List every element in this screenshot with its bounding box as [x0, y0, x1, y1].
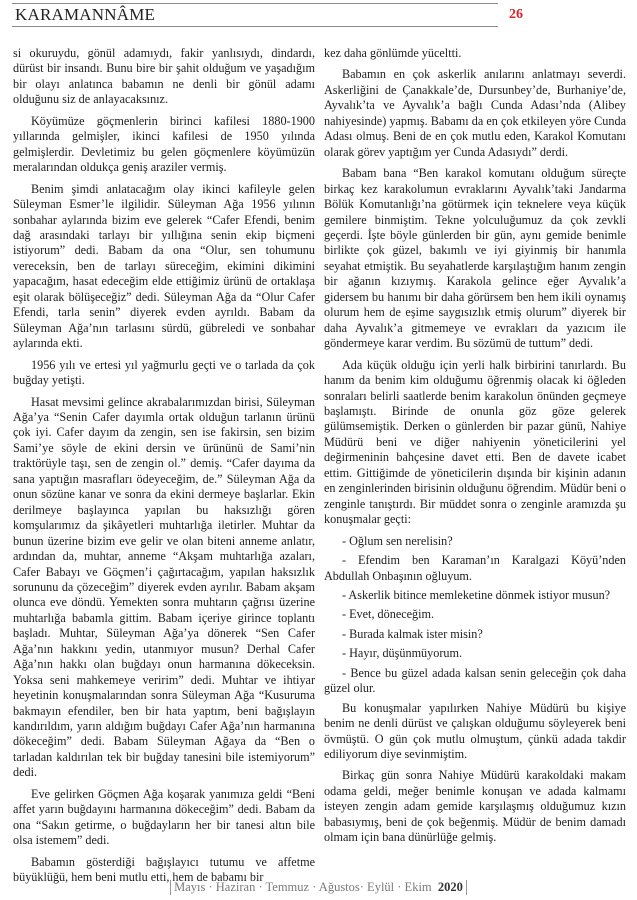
paragraph: Benim şimdi anlatacağım olay ikinci kafileyle gelen Süleyman Esmer’le ilgilidir. Süleyman Ağa 1956 yılının sonbahar aylarında bizim eve gelerek “Cafer Efendi, benim dağ arasındaki tarlayı bir yıllığına senin ekip biçmeni istiyorum” dedi. Babam da ona “Olur, sen tohumunu vereceksin, ben de tarlayı süreceğim, ekimini dikimini yapacağım, hasat edeceğim elde ettiğimiz ürünü de ortaklaşa eşit olarak bölüşeceğiz” dedi. Süleyman Ağa da “Olur Cafer Efendi, tarla senin” diyerek evden ayrıldı. Babam da Süleyman Ağa’nın tarlasını sürdü, gübreledi ve sonbahar aylarında ekti. [13, 181, 315, 351]
paragraph: Babam bana “Ben karakol komutanı olduğum süreçte birkaç kez karakolumun evraklarını Ayvalık’taki Jandarma Bölük Komutanlığı’na götürmek için teknelere veya küçük gemilere binmiştim. Tekne yolculuğumuz da çok zevkli geçerdi. İşte böyle günlerden bir gün, aynı gemide benimle birlikte çok güzel, bakımlı ve iyi giyinmiş bir hanımla seyahat etmiştik. Bu seyahatlerde karşılaştığım hanım zengin bir ağanın kızıymış. Karakola gelince eğer Ayvalık’a gidersem bu hanımı bir daha görürsem ben hem ikili oynamış olurum hem de eşime saygısızlık etmiş olurum” diyerek bir daha Ayvalık’a gitmemeye ve evrakları da yazıcım ile göndermeye karar verdim. Bu sözümü de tuttum” dedi. [324, 166, 626, 351]
dialog-line: - Evet, döneceğim. [342, 607, 435, 622]
paragraph: Eve gelirken Göçmen Ağa koşarak yanımıza geldi “Beni affet yarın buğdayını harmanına dökeceğim” dedi. Babam da ona “Sakın getirme, o buğdayların her bir tanesi altın bile olsa istemem” dedi. [13, 786, 315, 848]
paragraph: Babamın gösterdiği bağışlayıcı tutumu ve affetme büyüklüğü, hem beni mutlu etti, hem de babamı bir [13, 854, 315, 885]
paragraph: si okuruydu, gönül adamıydı, fakir yanlısıydı, dindardı, dürüst bir insandı. Bunu bire bir şahit olduğum ve yaşadığım bir olayı anlatınca babamın ne denli bir gönül adamı olduğunu siz de anlayacaksınız. [13, 46, 315, 107]
dialog-line: - Hayır, düşünmüyorum. [342, 646, 463, 661]
issue-date [170, 880, 467, 895]
paragraph: 1956 yılı ve ertesi yıl yağmurlu geçti ve o tarlada da çok buğday yetişti. [13, 357, 315, 388]
paragraph: Babamın en çok askerlik anılarını anlatmayı severdi. Askerliğini de Çanakkale’de, Dursunbey’de, Burhaniye’de, Ayvalık’ta ve Ayvalık’a bağlı Cunda Adası’nda (Alibey nahiyesinde) yapmış. Babamı da en çok etkileyen yöre Cunda Adası olmuş. Beni de en çok mutlu eden, Karakol Komutanı olarak görev yaptığım yer Cunda Adasıydı” derdi. [324, 67, 626, 159]
dialog-line: - Oğlum sen nerelisin? [342, 533, 453, 548]
paragraph: Birkaç gün sonra Nahiye Müdürü karakoldaki makam odama geldi, meğer benimle konuşan ve adada kalmamı isteyen zengin adam gemide karşılaşmış olduğumuz kızın babasıymış, beni de çok beğenmiş. Müdür de benim damadı olmam için bana dünürlüğe gelmiş. [324, 768, 626, 845]
running-header [12, 3, 523, 27]
issue-months: Mayıs · Haziran · Temmuz · Ağustos· Eylül · Ekim [174, 880, 432, 894]
paragraph: Ada küçük olduğu için yerli halk birbirini tanırlardı. Bu hanım da benim kim olduğumu öğrenmiş olacak ki öğleden sonraları belirli saatlerde benim karakolun önünden geçmeye başlamıştı. Birinde de onunla göz göze gelerek gülümsemiştik. Derken o günlerden bir pazar günü, Nahiye Müdürü beni ve diğer nahiyenin yöneticilerini yel değirmeninin bahçesine davet etti. Ben de davete icabet ettim. Gittiğimde de yöneticilerin dışında bir kişinin adanın en zenginlerinden birisinin olduğunu öğrendim. Müdür beni o zenginle tanıştırdı. Bir müddet sonra o zenginle aramızda şu konuşmalar geçti: [324, 357, 626, 527]
dialog-line: - Bence bu güzel adada kalsan senin geleceğin çok daha güzel olur. [324, 665, 626, 696]
right-column [324, 46, 626, 852]
left-column [13, 46, 315, 892]
dialog-line: - Burada kalmak ister misin? [342, 626, 483, 641]
paragraph: kez daha gönlümde yüceltti. [324, 46, 462, 60]
paragraph: Hasat mevsimi gelince akrabalarımızdan birisi, Süleyman Ağa’ya “Senin Cafer dayımla ortak olduğun tarlanın ürünü çok iyi. Cafer dayım da zengin, sen ise fakirsin, sen bizim Sami’ye söyle de ekini dersin ve ürününü de Sami’nin traktörüyle taşı, sen de zengin ol.” demiş. “Cafer dayıma da sana yaptığın masrafları ödeyeceğim, de.” Süleyman Ağa da onun sözüne kanar ve sonra da ekini dermeye başlarlar. Ekin derilmeye başlayınca yapılan bu haksızlığı gören komşularımız da şikâyetleri muhtarlığa iletirler. Muhtar da bunun üzerine bizim eve gelir ve olan biteni anneme anlatır, ardından da, muhtar, anneme “Akşam muhtarlığa azaları, Cafer Babayı ve Göçmen’i çağırtacağım, yapılan haksızlık sorununu da çözeceğim” diyerek evden ayrılır. Babam akşam olunca eve döndü. Yemekten sonra muhtarın çağrısı üzerine muhtarlığa babamla gittim. Babam içeriye girince toplantı başladı. Muhtar, Süleyman Ağa’ya dönerek “Sen Cafer Ağa’nın hakkını yedin, utanmıyor musun? Derhal Cafer Ağa’nın hakkı olan buğdayı onun harmanına dökeceksin. Yoksa seni mahkemeye veririm” dedi. Muhtar ve ihtiyar heyetinin konuşmalarından sonra Süleyman Ağa “Kusuruma bakmayın efendiler, ben bir hata yaptım, beni bağışlayın kandırıldım, yarın aldığım buğdayı Cafer Ağa’nın harmanına dökeceğim” dedi. Babam Süleyman Ağaya da “Ben o tarladan kaldırılan tek bir buğday tanesini bile istemiyorum” dedi. [13, 394, 315, 780]
dialog-line: - Askerlik bitince memleketine dönmek istiyor musun? [342, 587, 611, 602]
dialog-line: - Efendim ben Karaman’ın Karalgazi Köyü’nden Abdullah Onbaşının oğluyum. [324, 553, 626, 583]
magazine-title: KARAMANNÂME [15, 5, 156, 24]
page-number: 26 [509, 7, 523, 22]
issue-year: 2020 [437, 880, 463, 894]
paragraph: Bu konuşmalar yapılırken Nahiye Müdürü bu kişiye benim ne denli dürüst ve çalışkan olduğumu söyleyerek beni övmüştü. O gün çok mutlu olmuştum, çünkü adada takdir ediliyorum diye sevinmiştim. [324, 700, 626, 762]
paragraph: Köyümüze göçmenlerin birinci kafilesi 1880-1900 yıllarında gelmişler, ikinci kafilesi de 1950 yılında gelmişlerdir. Devletimiz bu gelen göçmenlere köyümüzün meralarından oldukça geniş araziler vermiş. [13, 113, 315, 175]
running-footer [0, 880, 637, 895]
